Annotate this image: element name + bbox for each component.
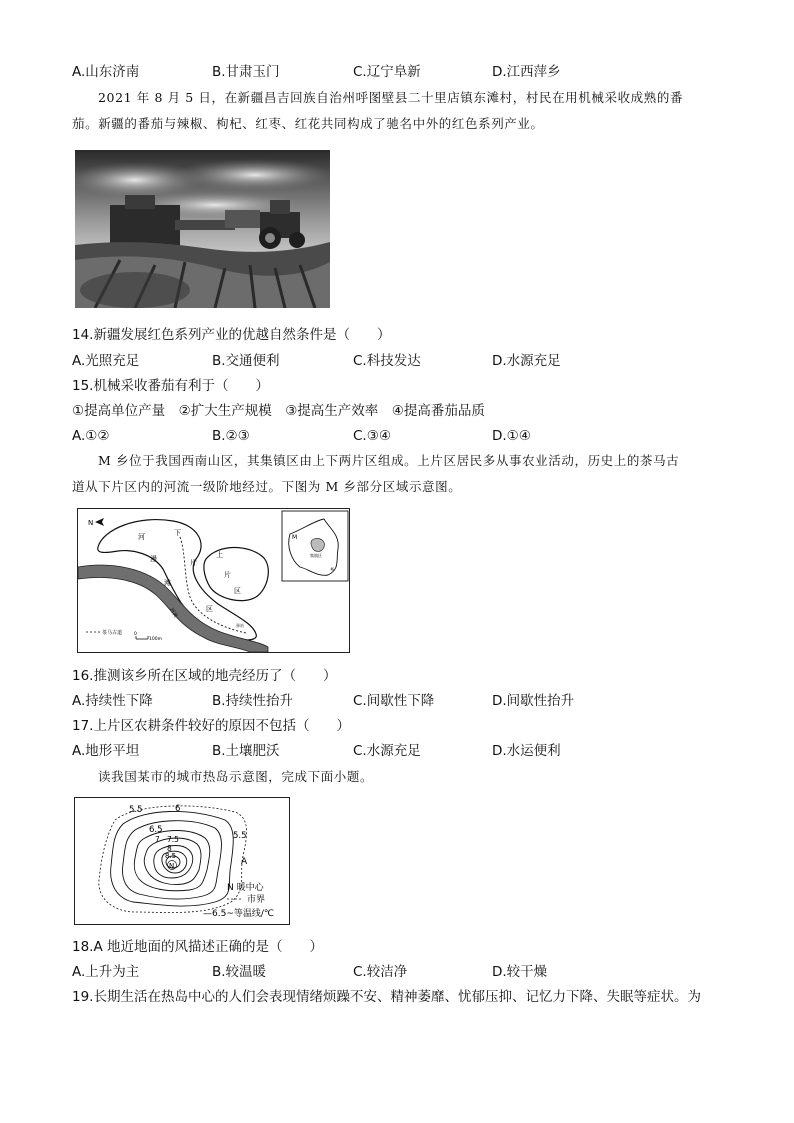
q15-option-a: A.①②	[72, 428, 110, 444]
isotherm-label-6-5: 6.5	[149, 825, 163, 835]
label-pian: 片	[190, 559, 197, 567]
isotherm-label-7: 7	[155, 835, 160, 844]
q14-option-a: A.光照充足	[72, 353, 140, 369]
passage-tomato	[72, 85, 722, 137]
legend-warm-center: N 暖中心	[227, 883, 264, 893]
label-man: 漫	[150, 555, 157, 563]
scale-zero-label: 0	[134, 632, 137, 637]
q18-option-b: B.较温暖	[212, 964, 267, 980]
heat-island-map-svg	[75, 798, 289, 924]
scale-label: 100m	[149, 637, 162, 642]
passage-m-line2: 道从下片区内的河流一级阶地经过。下图为 M 乡部分区域示意图。	[72, 479, 462, 494]
m-township-map-svg	[78, 509, 349, 652]
q14-option-d: D.水源充足	[492, 353, 561, 369]
q16-stem: 16.推测该乡所在区域的地壳经历了（ ）	[72, 668, 337, 684]
m-township-map	[77, 508, 350, 653]
q18-option-a: A.上升为主	[72, 964, 140, 980]
label-station: 驿站	[236, 623, 244, 628]
q17-option-b: B.土壤肥沃	[212, 743, 280, 759]
north-arrow-icon	[95, 518, 104, 526]
passage-m	[72, 448, 722, 500]
q18-stem: 18.A 地近地面的风描述正确的是（ ）	[72, 939, 323, 955]
isotherm-label-8-5: 8.5	[165, 852, 177, 860]
label-he: 河	[138, 533, 145, 541]
q13-option-b: B.甘肃玉门	[212, 64, 280, 80]
harvest-photo	[75, 150, 330, 308]
q17-option-d: D.水运便利	[492, 743, 561, 759]
q16-option-c: C.间歇性下降	[353, 693, 435, 709]
q18-option-d: D.较干燥	[492, 964, 548, 980]
label-river: 河流	[168, 607, 179, 619]
isotherm-label-6: 6	[175, 804, 181, 814]
legend-isotherm-label: —6.5~等温线/℃	[203, 909, 274, 919]
isotherm-label-7-5: 7.5	[167, 835, 179, 844]
passage-tomato-line1: 2021 年 8 月 5 日，在新疆昌吉回族自治州呼图壁县二十里店镇东滩村，村民在用机械采收成熟的番	[98, 90, 684, 105]
legend-road-label: 茶马古道	[102, 630, 123, 636]
label-shang: 上	[216, 551, 223, 559]
q16-option-d: D.间歇性抬升	[492, 693, 575, 709]
q18-option-c: C.较洁净	[353, 964, 408, 980]
passage-heat	[72, 764, 722, 790]
isotherm-label-8: 8	[167, 844, 172, 853]
inset-m-label: M	[292, 534, 298, 541]
q15-option-c: C.③④	[353, 428, 391, 444]
q14-option-c: C.科技发达	[353, 353, 421, 369]
point-a-label: A	[241, 857, 248, 867]
harvest-photo-image	[75, 150, 330, 308]
map-north-label: N	[88, 519, 94, 527]
passage-m-line1: M 乡位于我国西南山区，其集镇区由上下两片区组成。上片区居民多从事农业活动，历史上的茶马古	[98, 453, 680, 468]
heat-island-map	[74, 797, 290, 925]
q16-option-a: A.持续性下降	[72, 693, 153, 709]
q14-option-b: B.交通便利	[212, 353, 280, 369]
label-xia: 下	[174, 529, 181, 537]
label-qu: 区	[206, 605, 213, 613]
isotherm-label-5-5-top: 5.5	[129, 805, 143, 815]
q15-items: ①提高单位产量 ②扩大生产规模 ③提高生产效率 ④提高番茄品质	[72, 403, 485, 419]
q14-stem: 14.新疆发展红色系列产业的优越自然条件是（ ）	[72, 327, 391, 343]
q13-option-c: C.辽宁阜新	[353, 64, 421, 80]
legend-boundary-label: 市界	[247, 895, 266, 905]
inset-xiang-label: 乡	[330, 568, 335, 573]
q17-stem: 17.上片区农耕条件较好的原因不包括（ ）	[72, 718, 350, 734]
label-tan: 滩	[164, 579, 171, 587]
label-upper-qu: 区	[234, 587, 241, 595]
passage-tomato-line2: 茄。新疆的番茄与辣椒、枸杞、红枣、红花共同构成了驰名中外的红色系列产业。	[72, 116, 544, 131]
warm-center-label: N	[169, 862, 175, 870]
q13-option-a: A.山东济南	[72, 64, 140, 80]
q17-option-c: C.水源充足	[353, 743, 421, 759]
inset-town-label: 集镇区	[310, 553, 322, 558]
q17-option-a: A.地形平坦	[72, 743, 140, 759]
q19-stem: 19.长期生活在热岛中心的人们会表现情绪烦躁不安、精神萎靡、忧郁压抑、记忆力下降、失眠等症状。为	[72, 989, 701, 1005]
isotherm-label-5-5-right: 5.5	[233, 831, 247, 841]
q15-stem: 15.机械采收番茄有利于（ ）	[72, 378, 269, 394]
passage-heat-text: 读我国某市的城市热岛示意图，完成下面小题。	[98, 769, 374, 784]
q15-option-b: B.②③	[212, 428, 250, 444]
q13-option-d: D.江西萍乡	[492, 64, 561, 80]
label-upper-pian: 片	[224, 571, 231, 579]
q16-option-b: B.持续性抬升	[212, 693, 294, 709]
q15-option-d: D.①④	[492, 428, 531, 444]
